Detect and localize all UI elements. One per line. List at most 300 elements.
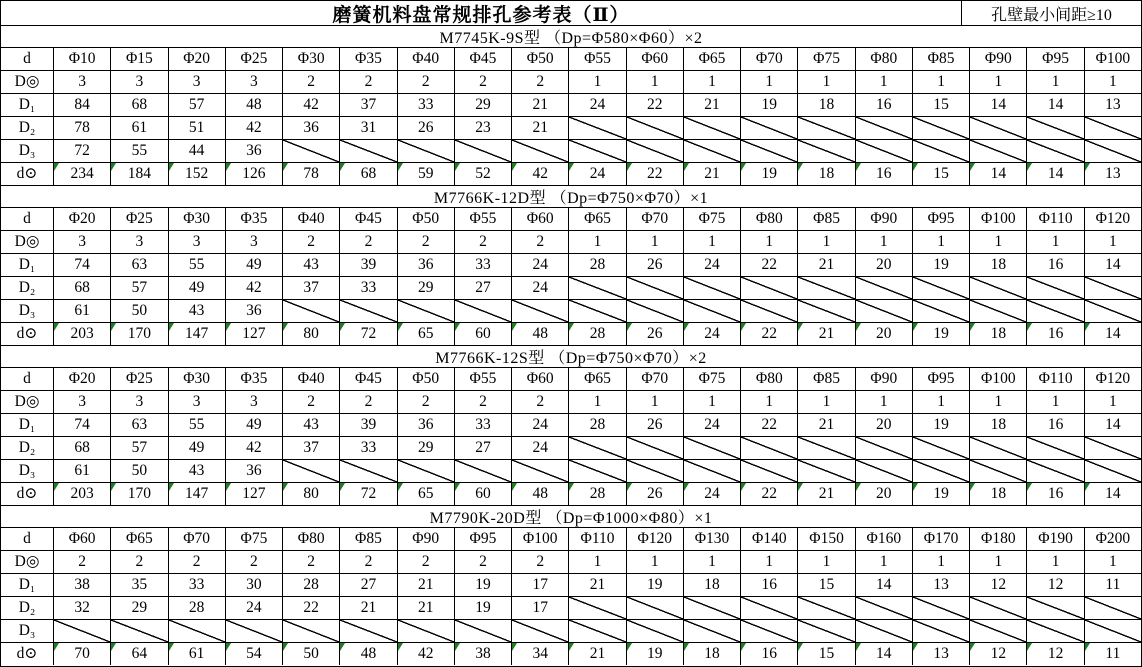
error-indicator-triangle-icon xyxy=(340,163,345,171)
empty-diagonal-cell xyxy=(969,459,1026,482)
empty-diagonal-cell xyxy=(282,139,339,162)
diameter-header-cell: Φ80 xyxy=(740,207,797,230)
value-cell: 1 xyxy=(855,550,912,573)
value-cell: 2 xyxy=(454,550,511,573)
diameter-header-cell: Φ100 xyxy=(1084,47,1141,70)
diameter-header-cell: Φ25 xyxy=(110,207,167,230)
diameter-header-cell: Φ110 xyxy=(1026,207,1083,230)
error-indicator-triangle-icon xyxy=(970,163,975,171)
diameter-header-cell: Φ100 xyxy=(511,527,568,550)
error-indicator-triangle-icon xyxy=(398,323,403,331)
diameter-header-cell: Φ110 xyxy=(1026,367,1083,390)
value-cell: 38 xyxy=(454,642,511,665)
diameter-header-cell: Φ20 xyxy=(53,367,110,390)
diameter-header-cell: Φ35 xyxy=(225,367,282,390)
value-cell: 26 xyxy=(626,253,683,276)
row-label: D₁ xyxy=(1,573,53,596)
empty-diagonal-cell xyxy=(912,459,969,482)
value-cell: 16 xyxy=(1026,322,1083,345)
diameter-header-cell: Φ25 xyxy=(225,47,282,70)
empty-diagonal-cell xyxy=(626,436,683,459)
value-cell: 49 xyxy=(168,276,225,299)
value-cell: 34 xyxy=(511,642,568,665)
error-indicator-triangle-icon xyxy=(111,163,116,171)
value-cell: 1 xyxy=(683,70,740,93)
value-cell: 16 xyxy=(855,93,912,116)
value-cell: 3 xyxy=(168,70,225,93)
value-cell: 3 xyxy=(168,230,225,253)
diameter-header-cell: Φ20 xyxy=(53,207,110,230)
value-cell: 42 xyxy=(225,436,282,459)
value-cell: 16 xyxy=(1026,413,1083,436)
empty-diagonal-cell xyxy=(1084,276,1141,299)
value-cell: 2 xyxy=(454,230,511,253)
value-cell: 59 xyxy=(397,162,454,185)
empty-diagonal-cell xyxy=(511,459,568,482)
value-cell: 78 xyxy=(53,116,110,139)
value-cell: 49 xyxy=(225,413,282,436)
value-cell: 1 xyxy=(568,550,625,573)
value-cell: 20 xyxy=(855,413,912,436)
empty-diagonal-cell xyxy=(969,436,1026,459)
value-cell: 33 xyxy=(397,93,454,116)
value-cell: 21 xyxy=(568,642,625,665)
value-cell: 68 xyxy=(53,436,110,459)
value-cell: 19 xyxy=(912,482,969,505)
error-indicator-triangle-icon xyxy=(340,323,345,331)
row-label: D₃ xyxy=(1,459,53,482)
value-cell: 28 xyxy=(282,573,339,596)
error-indicator-triangle-icon xyxy=(226,483,231,491)
value-cell: 48 xyxy=(511,322,568,345)
diameter-header-cell: Φ40 xyxy=(397,47,454,70)
error-indicator-triangle-icon xyxy=(798,483,803,491)
diameter-header-cell: Φ130 xyxy=(683,527,740,550)
value-cell: 147 xyxy=(168,482,225,505)
diameter-header-cell: Φ75 xyxy=(683,207,740,230)
diameter-header-cell: Φ85 xyxy=(339,527,396,550)
error-indicator-triangle-icon xyxy=(398,163,403,171)
diameter-header-cell: Φ55 xyxy=(454,207,511,230)
diameter-header-cell: Φ150 xyxy=(797,527,854,550)
diameter-header-cell: Φ85 xyxy=(797,367,854,390)
value-cell: 2 xyxy=(511,230,568,253)
value-cell: 17 xyxy=(511,596,568,619)
value-cell: 18 xyxy=(797,162,854,185)
value-cell: 3 xyxy=(225,390,282,413)
value-cell: 21 xyxy=(797,253,854,276)
empty-diagonal-cell xyxy=(855,459,912,482)
empty-diagonal-cell xyxy=(969,139,1026,162)
value-cell: 152 xyxy=(168,162,225,185)
value-cell: 1 xyxy=(855,390,912,413)
value-cell: 84 xyxy=(53,93,110,116)
value-cell: 60 xyxy=(454,322,511,345)
value-cell: 80 xyxy=(282,482,339,505)
diameter-header-cell: Φ80 xyxy=(740,367,797,390)
value-cell: 14 xyxy=(969,93,1026,116)
value-cell: 19 xyxy=(912,413,969,436)
error-indicator-triangle-icon xyxy=(856,483,861,491)
value-cell: 1 xyxy=(1084,390,1141,413)
value-cell: 49 xyxy=(168,436,225,459)
diameter-header-cell: Φ100 xyxy=(969,367,1026,390)
error-indicator-triangle-icon xyxy=(856,323,861,331)
value-cell: 2 xyxy=(339,550,396,573)
value-cell: 3 xyxy=(110,390,167,413)
empty-diagonal-cell xyxy=(683,299,740,322)
value-cell: 19 xyxy=(740,93,797,116)
value-cell: 32 xyxy=(53,596,110,619)
error-indicator-triangle-icon xyxy=(627,483,632,491)
empty-diagonal-cell xyxy=(626,619,683,642)
value-cell: 52 xyxy=(454,162,511,185)
value-cell: 2 xyxy=(339,70,396,93)
value-cell: 1 xyxy=(683,550,740,573)
value-cell: 19 xyxy=(454,596,511,619)
value-cell: 2 xyxy=(225,550,282,573)
value-cell: 1 xyxy=(855,230,912,253)
empty-diagonal-cell xyxy=(969,596,1026,619)
diameter-header-cell: Φ85 xyxy=(912,47,969,70)
diameter-header-cell: Φ180 xyxy=(969,527,1026,550)
diameter-header-cell: Φ140 xyxy=(740,527,797,550)
value-cell: 20 xyxy=(855,482,912,505)
empty-diagonal-cell xyxy=(1084,596,1141,619)
value-cell: 61 xyxy=(168,642,225,665)
error-indicator-triangle-icon xyxy=(569,483,574,491)
empty-diagonal-cell xyxy=(740,436,797,459)
error-indicator-triangle-icon xyxy=(1027,483,1032,491)
value-cell: 126 xyxy=(225,162,282,185)
diameter-header-cell: Φ35 xyxy=(339,47,396,70)
value-cell: 1 xyxy=(626,390,683,413)
diameter-header-cell: Φ75 xyxy=(225,527,282,550)
diameter-header-cell: Φ45 xyxy=(339,207,396,230)
value-cell: 1 xyxy=(969,230,1026,253)
empty-diagonal-cell xyxy=(912,299,969,322)
value-cell: 3 xyxy=(168,390,225,413)
value-cell: 30 xyxy=(225,573,282,596)
empty-diagonal-cell xyxy=(397,619,454,642)
empty-diagonal-cell xyxy=(1084,299,1141,322)
value-cell: 18 xyxy=(969,322,1026,345)
error-indicator-triangle-icon xyxy=(455,323,460,331)
diameter-header-cell: Φ45 xyxy=(339,367,396,390)
diameter-header-cell: Φ120 xyxy=(626,527,683,550)
empty-diagonal-cell xyxy=(1084,116,1141,139)
error-indicator-triangle-icon xyxy=(340,643,345,651)
corner-label-d: d xyxy=(1,207,53,230)
section-grid-m7766k-12s xyxy=(1,367,1141,505)
diameter-header-cell: Φ60 xyxy=(511,207,568,230)
value-cell: 43 xyxy=(168,299,225,322)
empty-diagonal-cell xyxy=(740,276,797,299)
value-cell: 22 xyxy=(626,162,683,185)
empty-diagonal-cell xyxy=(626,596,683,619)
value-cell: 48 xyxy=(511,482,568,505)
error-indicator-triangle-icon xyxy=(970,483,975,491)
row-label: D◎ xyxy=(1,230,53,253)
empty-diagonal-cell xyxy=(683,596,740,619)
value-cell: 170 xyxy=(110,322,167,345)
empty-diagonal-cell xyxy=(282,299,339,322)
empty-diagonal-cell xyxy=(740,619,797,642)
value-cell: 37 xyxy=(282,276,339,299)
value-cell: 65 xyxy=(397,322,454,345)
empty-diagonal-cell xyxy=(740,459,797,482)
row-label: d⊙ xyxy=(1,482,53,505)
value-cell: 80 xyxy=(282,322,339,345)
error-indicator-triangle-icon xyxy=(1085,163,1090,171)
value-cell: 1 xyxy=(568,70,625,93)
error-indicator-triangle-icon xyxy=(627,323,632,331)
diameter-header-cell: Φ75 xyxy=(797,47,854,70)
empty-diagonal-cell xyxy=(1026,459,1083,482)
empty-diagonal-cell xyxy=(855,596,912,619)
row-label: D₁ xyxy=(1,93,53,116)
error-indicator-triangle-icon xyxy=(340,483,345,491)
error-indicator-triangle-icon xyxy=(169,643,174,651)
error-indicator-triangle-icon xyxy=(512,163,517,171)
error-indicator-triangle-icon xyxy=(856,163,861,171)
error-indicator-triangle-icon xyxy=(569,323,574,331)
corner-label-d: d xyxy=(1,367,53,390)
row-label: D₂ xyxy=(1,596,53,619)
section-m7745k-9s xyxy=(1,25,1141,185)
empty-diagonal-cell xyxy=(1084,436,1141,459)
diameter-header-cell: Φ120 xyxy=(1084,367,1141,390)
value-cell: 55 xyxy=(110,139,167,162)
diameter-header-cell: Φ80 xyxy=(282,527,339,550)
value-cell: 26 xyxy=(626,322,683,345)
section-grid-m7745k-9s xyxy=(1,47,1141,185)
empty-diagonal-cell xyxy=(626,116,683,139)
diameter-header-cell: Φ95 xyxy=(454,527,511,550)
diameter-header-cell: Φ70 xyxy=(626,367,683,390)
row-label: d⊙ xyxy=(1,642,53,665)
value-cell: 2 xyxy=(110,550,167,573)
empty-diagonal-cell xyxy=(797,116,854,139)
diameter-header-cell: Φ30 xyxy=(168,367,225,390)
value-cell: 1 xyxy=(969,70,1026,93)
value-cell: 22 xyxy=(740,322,797,345)
error-indicator-triangle-icon xyxy=(169,483,174,491)
value-cell: 15 xyxy=(912,162,969,185)
value-cell: 36 xyxy=(225,299,282,322)
diameter-header-cell: Φ90 xyxy=(969,47,1026,70)
value-cell: 21 xyxy=(397,573,454,596)
empty-diagonal-cell xyxy=(855,299,912,322)
value-cell: 1 xyxy=(912,230,969,253)
value-cell: 127 xyxy=(225,322,282,345)
row-label: d⊙ xyxy=(1,322,53,345)
error-indicator-triangle-icon xyxy=(398,643,403,651)
error-indicator-triangle-icon xyxy=(1027,323,1032,331)
error-indicator-triangle-icon xyxy=(741,483,746,491)
error-indicator-triangle-icon xyxy=(684,163,689,171)
value-cell: 24 xyxy=(511,413,568,436)
value-cell: 29 xyxy=(110,596,167,619)
empty-diagonal-cell xyxy=(1026,139,1083,162)
empty-diagonal-cell xyxy=(797,459,854,482)
value-cell: 33 xyxy=(454,413,511,436)
empty-diagonal-cell xyxy=(683,116,740,139)
empty-diagonal-cell xyxy=(855,619,912,642)
empty-diagonal-cell xyxy=(912,436,969,459)
value-cell: 12 xyxy=(969,642,1026,665)
value-cell: 22 xyxy=(740,482,797,505)
value-cell: 2 xyxy=(397,230,454,253)
value-cell: 33 xyxy=(339,436,396,459)
diameter-header-cell: Φ65 xyxy=(110,527,167,550)
empty-diagonal-cell xyxy=(568,116,625,139)
value-cell: 1 xyxy=(969,390,1026,413)
diameter-header-cell: Φ60 xyxy=(53,527,110,550)
value-cell: 50 xyxy=(110,299,167,322)
value-cell: 72 xyxy=(339,322,396,345)
value-cell: 2 xyxy=(282,390,339,413)
value-cell: 18 xyxy=(969,482,1026,505)
diameter-header-cell: Φ70 xyxy=(740,47,797,70)
value-cell: 11 xyxy=(1084,573,1141,596)
value-cell: 24 xyxy=(683,322,740,345)
value-cell: 2 xyxy=(397,70,454,93)
section-m7766k-12d xyxy=(1,185,1141,345)
value-cell: 21 xyxy=(397,596,454,619)
diameter-header-cell: Φ55 xyxy=(454,367,511,390)
row-label: D◎ xyxy=(1,550,53,573)
value-cell: 1 xyxy=(855,70,912,93)
value-cell: 42 xyxy=(511,162,568,185)
value-cell: 55 xyxy=(168,253,225,276)
diameter-header-cell: Φ10 xyxy=(53,47,110,70)
error-indicator-triangle-icon xyxy=(741,643,746,651)
diameter-header-cell: Φ95 xyxy=(912,367,969,390)
value-cell: 15 xyxy=(797,573,854,596)
value-cell: 27 xyxy=(339,573,396,596)
value-cell: 27 xyxy=(454,436,511,459)
error-indicator-triangle-icon xyxy=(684,323,689,331)
value-cell: 20 xyxy=(855,322,912,345)
error-indicator-triangle-icon xyxy=(455,163,460,171)
page-title: 磨簧机料盘常规排孔参考表（Ⅱ） xyxy=(332,4,630,26)
value-cell: 42 xyxy=(397,642,454,665)
error-indicator-triangle-icon xyxy=(798,163,803,171)
empty-diagonal-cell xyxy=(626,139,683,162)
value-cell: 2 xyxy=(511,390,568,413)
value-cell: 48 xyxy=(339,642,396,665)
value-cell: 1 xyxy=(1026,390,1083,413)
value-cell: 3 xyxy=(225,230,282,253)
diameter-header-cell: Φ50 xyxy=(511,47,568,70)
value-cell: 14 xyxy=(1026,162,1083,185)
error-indicator-triangle-icon xyxy=(1085,483,1090,491)
value-cell: 14 xyxy=(1084,322,1141,345)
diameter-header-cell: Φ90 xyxy=(855,207,912,230)
diameter-header-cell: Φ15 xyxy=(110,47,167,70)
value-cell: 1 xyxy=(1084,230,1141,253)
value-cell: 43 xyxy=(282,253,339,276)
value-cell: 24 xyxy=(225,596,282,619)
value-cell: 12 xyxy=(969,573,1026,596)
value-cell: 19 xyxy=(912,322,969,345)
empty-diagonal-cell xyxy=(1026,116,1083,139)
value-cell: 31 xyxy=(339,116,396,139)
diameter-header-cell: Φ40 xyxy=(282,207,339,230)
diameter-header-cell: Φ20 xyxy=(168,47,225,70)
empty-diagonal-cell xyxy=(740,139,797,162)
error-indicator-triangle-icon xyxy=(856,643,861,651)
value-cell: 50 xyxy=(110,459,167,482)
value-cell: 44 xyxy=(168,139,225,162)
value-cell: 24 xyxy=(511,276,568,299)
value-cell: 54 xyxy=(225,642,282,665)
value-cell: 33 xyxy=(168,573,225,596)
empty-diagonal-cell xyxy=(1084,619,1141,642)
value-cell: 28 xyxy=(568,413,625,436)
value-cell: 1 xyxy=(1026,230,1083,253)
value-cell: 11 xyxy=(1084,642,1141,665)
diameter-header-cell: Φ25 xyxy=(110,367,167,390)
value-cell: 70 xyxy=(53,642,110,665)
empty-diagonal-cell xyxy=(969,276,1026,299)
value-cell: 57 xyxy=(110,276,167,299)
value-cell: 1 xyxy=(626,70,683,93)
empty-diagonal-cell xyxy=(626,276,683,299)
empty-diagonal-cell xyxy=(855,436,912,459)
value-cell: 26 xyxy=(626,482,683,505)
error-indicator-triangle-icon xyxy=(1027,643,1032,651)
value-cell: 1 xyxy=(797,550,854,573)
error-indicator-triangle-icon xyxy=(741,323,746,331)
value-cell: 22 xyxy=(282,596,339,619)
empty-diagonal-cell xyxy=(1026,276,1083,299)
empty-diagonal-cell xyxy=(969,619,1026,642)
value-cell: 1 xyxy=(568,390,625,413)
value-cell: 127 xyxy=(225,482,282,505)
error-indicator-triangle-icon xyxy=(54,163,59,171)
diameter-header-cell: Φ30 xyxy=(168,207,225,230)
error-indicator-triangle-icon xyxy=(913,483,918,491)
error-indicator-triangle-icon xyxy=(54,323,59,331)
empty-diagonal-cell xyxy=(797,276,854,299)
value-cell: 23 xyxy=(454,116,511,139)
error-indicator-triangle-icon xyxy=(512,323,517,331)
value-cell: 19 xyxy=(740,162,797,185)
value-cell: 55 xyxy=(168,413,225,436)
error-indicator-triangle-icon xyxy=(798,323,803,331)
value-cell: 21 xyxy=(797,413,854,436)
value-cell: 2 xyxy=(168,550,225,573)
row-label: D₂ xyxy=(1,276,53,299)
title-bar xyxy=(1,1,1141,25)
value-cell: 51 xyxy=(168,116,225,139)
empty-diagonal-cell xyxy=(339,459,396,482)
empty-diagonal-cell xyxy=(683,459,740,482)
value-cell: 16 xyxy=(1026,253,1083,276)
error-indicator-triangle-icon xyxy=(226,163,231,171)
value-cell: 24 xyxy=(683,482,740,505)
row-label: D₃ xyxy=(1,299,53,322)
min-hole-spacing-note: 孔壁最小间距≥10 xyxy=(961,1,1141,25)
value-cell: 61 xyxy=(53,459,110,482)
value-cell: 14 xyxy=(1026,93,1083,116)
diameter-header-cell: Φ100 xyxy=(969,207,1026,230)
value-cell: 203 xyxy=(53,322,110,345)
value-cell: 1 xyxy=(740,230,797,253)
value-cell: 24 xyxy=(511,253,568,276)
